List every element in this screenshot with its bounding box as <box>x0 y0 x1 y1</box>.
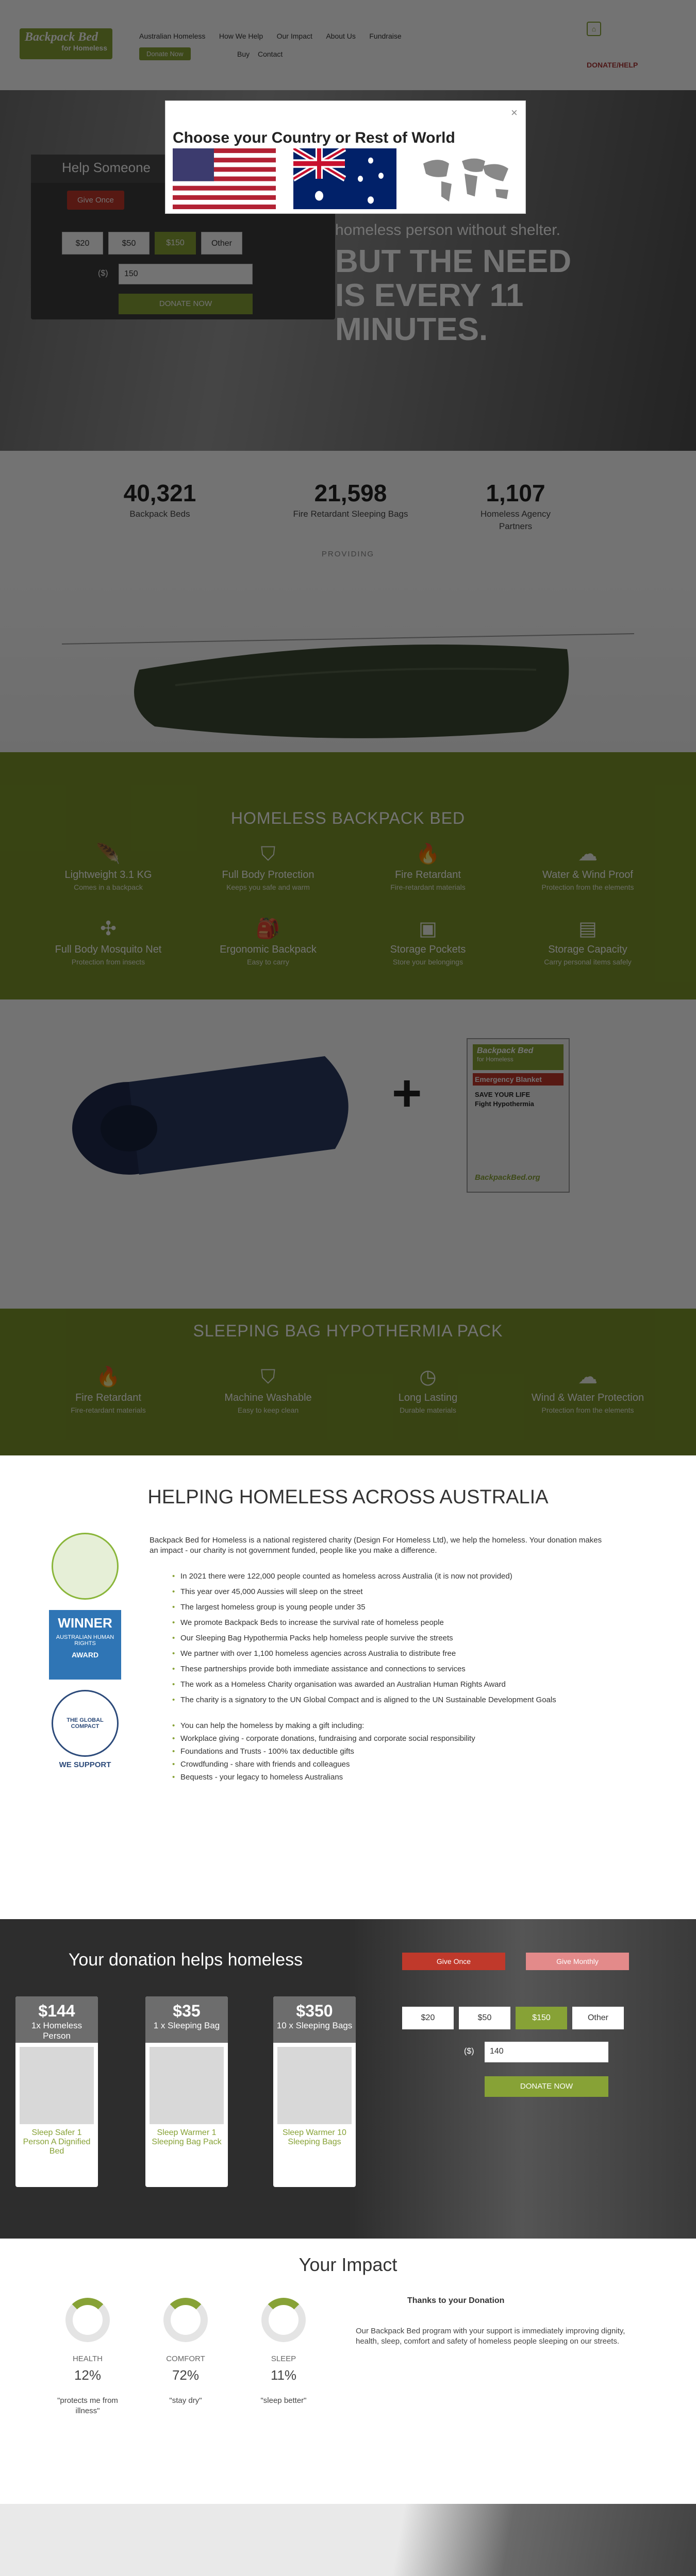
helping-bullet: • We promote Backpack Beds to increase the survival rate of homeless people <box>180 1618 603 1628</box>
donation-title: Your donation helps homeless <box>68 1950 303 1970</box>
global-compact-badge: THE GLOBAL COMPACT <box>52 1690 119 1757</box>
donation-amount-other[interactable]: Other <box>572 2007 624 2029</box>
helping-homeless-section <box>0 1455 696 1919</box>
donation-give-once-tab[interactable]: Give Once <box>402 1953 505 1970</box>
thanks-title: Thanks to your Donation <box>407 2296 505 2305</box>
helping-bullet: • The work as a Homeless Charity organisation was awarded an Australian Human Rights Award <box>180 1680 603 1690</box>
helping-bullet: • Our Sleeping Bag Hypothermia Packs help homeless people survive the streets <box>180 1633 603 1643</box>
usa-flag-icon[interactable] <box>173 148 276 209</box>
helping-bullet: • In 2021 there were 122,000 people counted as homeless across Australia (it is now not provided) <box>180 1571 603 1582</box>
donation-card-144[interactable]: $144 1x Homeless Person Sleep Safer 1 Person A Dignified Bed <box>15 1996 98 2187</box>
impact-title: Your Impact <box>299 2254 397 2275</box>
donation-amount-50[interactable]: $50 <box>459 2007 510 2029</box>
crowdfunding-link[interactable]: • Crowdfunding - share with friends and colleagues <box>180 1759 603 1770</box>
modal-title: Choose your Country or Rest of World <box>173 129 455 146</box>
modal-close-icon[interactable]: × <box>511 106 518 119</box>
bequests-link[interactable]: • Bequests - your legacy to homeless Australians <box>180 1772 603 1783</box>
award-seal-icon <box>52 1533 119 1600</box>
karl-story-section <box>0 2504 696 2576</box>
australia-flag-icon[interactable] <box>293 148 396 209</box>
impact-sleep: SLEEP 11% "sleep better" <box>242 2298 325 2406</box>
helping-intro: Backpack Bed for Homeless is a national registered charity (Design For Homeless Ltd), we help the homeless. Your donation makes an impact - our charity is not government funded, people like you make a difference. <box>150 1536 602 1555</box>
donation-amount-20[interactable]: $20 <box>402 2007 454 2029</box>
country-modal <box>165 100 526 214</box>
helping-bullet: • The largest homeless group is young people under 35 <box>180 1602 603 1613</box>
helping-bullet: • We partner with over 1,100 homeless agencies across Australia to distribute free <box>180 1649 603 1659</box>
helping-bullet: • The charity is a signatory to the UN Global Compact and is aligned to the UN Sustainable Development Goals <box>180 1695 603 1705</box>
donation-card-350[interactable]: $350 10 x Sleeping Bags Sleep Warmer 10 Sleeping Bags <box>273 1996 356 2187</box>
thanks-text: Our Backpack Bed program with your support is immediately improving dignity, health, sleep, comfort and safety of homeless people sleeping on our streets. <box>356 2327 625 2346</box>
impact-comfort: COMFORT 72% "stay dry" <box>144 2298 227 2406</box>
donation-donate-now-button[interactable]: DONATE NOW <box>485 2076 608 2097</box>
helping-title: HELPING HOMELESS ACROSS AUSTRALIA <box>147 1486 549 1508</box>
human-rights-award-badge: WINNER AUSTRALIAN HUMAN RIGHTS AWARD <box>49 1610 121 1680</box>
donation-currency: ($) <box>464 2047 474 2056</box>
helping-bullet: • These partnerships provide both immediate assistance and connections to services <box>180 1664 603 1674</box>
we-support-label: WE SUPPORT <box>59 1760 111 1769</box>
donation-card-35[interactable]: $35 1 x Sleeping Bag Sleep Warmer 1 Sleeping Bag Pack <box>145 1996 228 2187</box>
foundations-link[interactable]: • Foundations and Trusts - 100% tax deductible gifts <box>180 1747 603 1757</box>
world-map-icon[interactable] <box>413 148 516 209</box>
impact-health: HEALTH 12% "protects me from illness" <box>46 2298 129 2416</box>
donation-give-monthly-tab[interactable]: Give Monthly <box>526 1953 629 1970</box>
helping-bullet: • This year over 45,000 Aussies will sleep on the street <box>180 1587 603 1597</box>
donation-amount-input[interactable]: 140 <box>485 2042 608 2062</box>
donation-amount-150[interactable]: $150 <box>516 2007 567 2029</box>
workplace-giving-link[interactable]: • Workplace giving - corporate donations, fundraising and corporate social responsibility <box>180 1734 603 1744</box>
helping-bullet: • You can help the homeless by making a gift including: <box>180 1721 603 1731</box>
